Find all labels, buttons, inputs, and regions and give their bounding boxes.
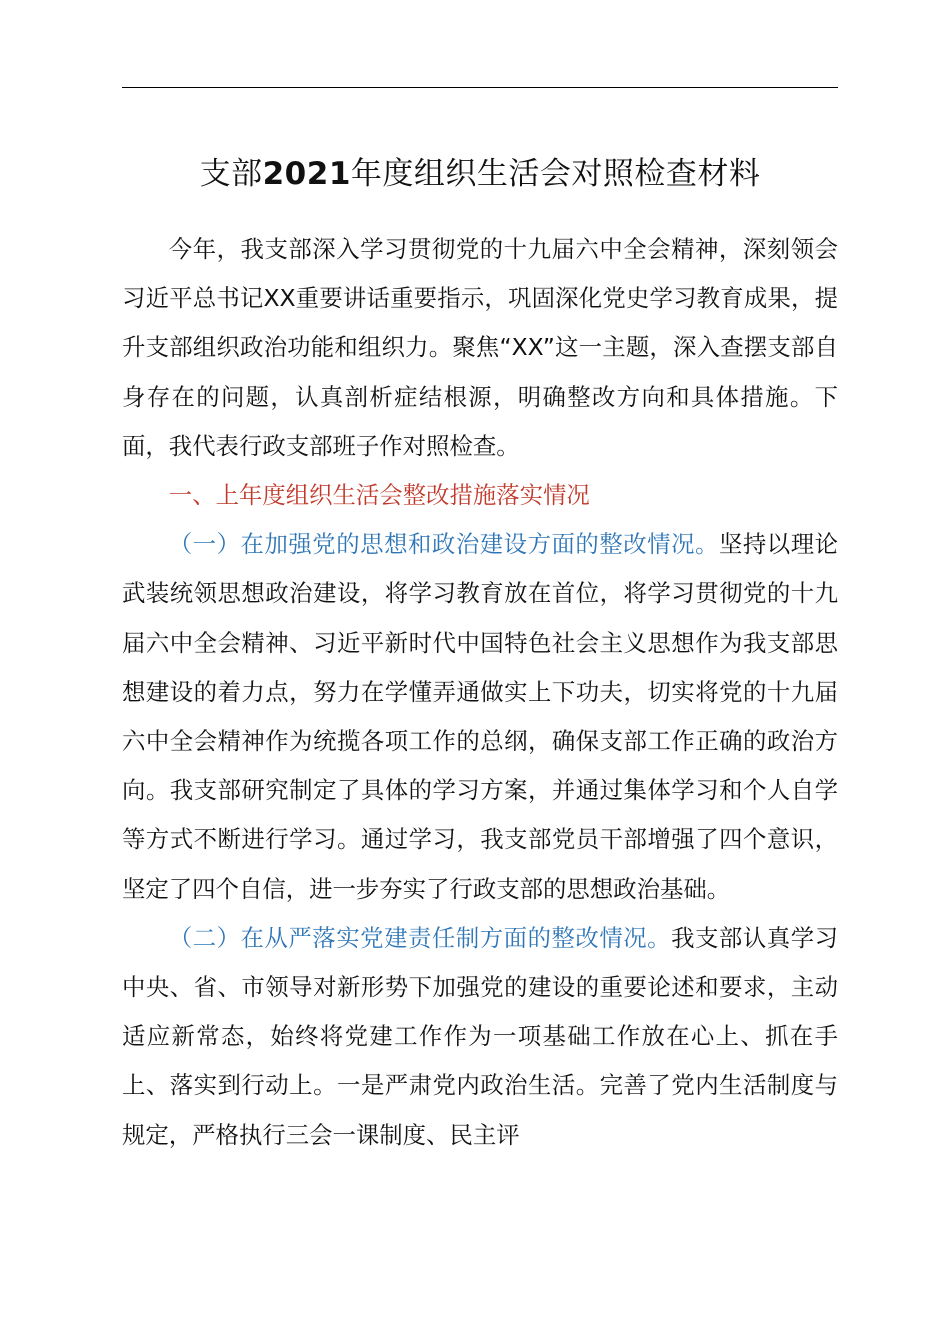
document-body (122, 225, 838, 1160)
title-prefix: 支部 (199, 156, 263, 192)
subsection-2-body: 我支部认真学习中央、省、市领导对新形势下加强党的建设的重要论述和要求，主动适应新常态，始终将党建工作作为一项基础工作放在心上、抓在手上、落实到行动上。一是严肃党内政治生活。完善了党内生活制度与规定，严格执行三会一课制度、民主评 (122, 923, 838, 1149)
header-rule (122, 87, 838, 88)
section-heading: 一、上年度组织生活会整改措施落实情况 (168, 481, 590, 510)
title-suffix: 年度组织生活会对照检查材料 (350, 156, 761, 192)
subsection-2-heading: （二）在从严落实党建责任制方面的整改情况。 (168, 923, 672, 952)
title-year: 2021 (262, 156, 351, 192)
subsection-1-paragraph (122, 520, 838, 914)
subsection-2-paragraph (122, 914, 838, 1160)
document-title (122, 152, 838, 196)
intro-paragraph: 今年，我支部深入学习贯彻党的十九届六中全会精神，深刻领会习近平总书记XX重要讲话重要指示，巩固深化党史学习教育成果，提升支部组织政治功能和组织力。聚焦“XX”这一主题，深入查摆支部自身存在的问题，认真剖析症结根源，明确整改方向和具体措施。下面，我代表行政支部班子作对照检查。 (122, 235, 838, 460)
subsection-1-body: 坚持以理论武装统领思想政治建设，将学习教育放在首位，将学习贯彻党的十九届六中全会精神、习近平新时代中国特色社会主义思想作为我支部思想建设的着力点，努力在学懂弄通做实上下功夫，切实将党的十九届六中全会精神作为统揽各项工作的总纲，确保支部工作正确的政治方向。我支部研究制定了具体的学习方案，并通过集体学习和个人自学等方式不断进行学习。通过学习，我支部党员干部增强了四个意识，坚定了四个自信，进一步夯实了行政支部的思想政治基础。 (122, 530, 839, 903)
subsection-1-heading: （一）在加强党的思想和政治建设方面的整改情况。 (168, 530, 719, 559)
